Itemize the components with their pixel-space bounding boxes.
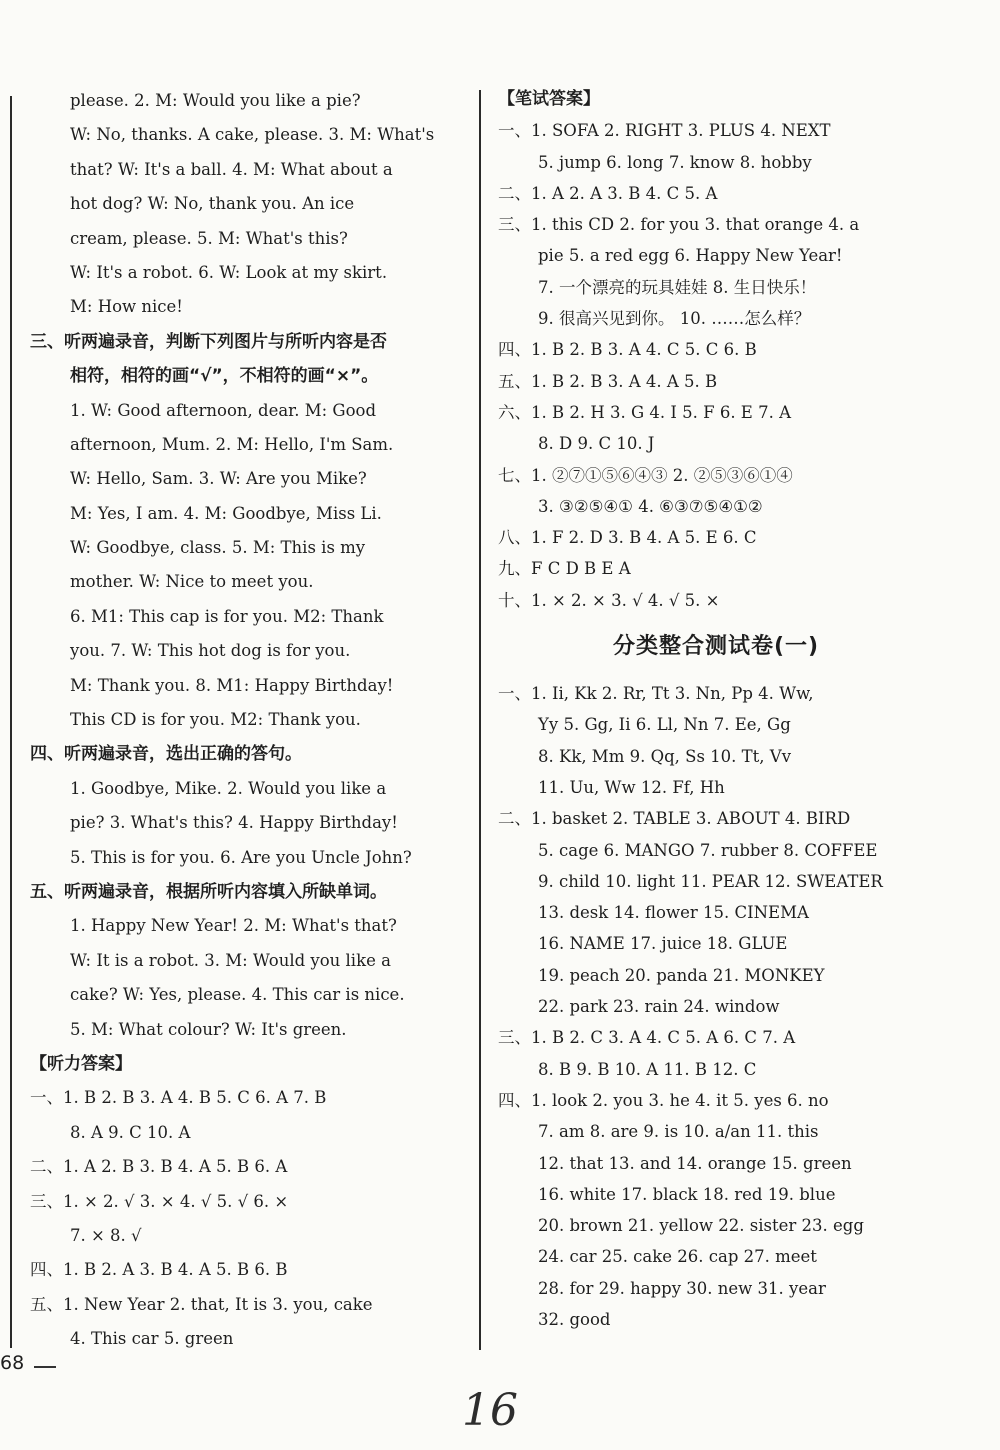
answer-line: 3. ③②⑤④① 4. ⑥③⑦⑤④①② xyxy=(538,496,763,516)
answer-line: 四、1. B 2. B 3. A 4. C 5. C 6. B xyxy=(498,340,757,360)
left-margin-rule xyxy=(10,96,12,1348)
answer-line: 11. Uu, Ww 12. Ff, Hh xyxy=(538,777,725,797)
answer-line: 24. car 25. cake 26. cap 27. meet xyxy=(538,1247,817,1267)
classified-test-answers-block xyxy=(498,678,934,1335)
answer-line: M: Thank you. 8. M1: Happy Birthday! xyxy=(70,675,394,695)
answer-line: 1. Goodbye, Mike. 2. Would you like a xyxy=(70,778,387,798)
answer-line: W: It is a robot. 3. M: Would you like a xyxy=(70,950,391,970)
answer-line: 28. for 29. happy 30. new 31. year xyxy=(538,1278,826,1298)
answer-line: 相符，相符的画“√”，不相符的画“×”。 xyxy=(70,366,379,387)
answer-line: 四、1. B 2. A 3. B 4. A 5. B 6. B xyxy=(30,1260,288,1280)
answer-line: W: No, thanks. A cake, please. 3. M: What's xyxy=(70,125,435,145)
answer-line: pie? 3. What's this? 4. Happy Birthday! xyxy=(70,813,398,833)
answer-line: please. 2. M: Would you like a pie? xyxy=(70,91,361,110)
answer-line: 一、1. B 2. B 3. A 4. B 5. C 6. A 7. B xyxy=(30,1088,327,1108)
answer-line: 5. M: What colour? W: It's green. xyxy=(70,1019,347,1039)
answer-line: mother. W: Nice to meet you. xyxy=(70,572,314,592)
answer-line: 三、听两遍录音，判断下列图片与所听内容是否 xyxy=(30,331,387,352)
answer-line: cream, please. 5. M: What's this? xyxy=(70,228,348,248)
handwritten-number: 16 xyxy=(462,1385,518,1436)
page-number-dash xyxy=(34,1366,56,1368)
answer-line: 九、F C D B E A xyxy=(498,559,631,579)
answer-line: 13. desk 14. flower 15. CINEMA xyxy=(538,903,809,923)
answer-line: 8. D 9. C 10. J xyxy=(538,434,655,454)
answer-line: 8. A 9. C 10. A xyxy=(70,1122,191,1142)
written-answers-block xyxy=(498,84,934,616)
answer-line: 16. white 17. black 18. red 19. blue xyxy=(538,1184,836,1204)
answer-line: pie 5. a red egg 6. Happy New Year! xyxy=(538,246,843,266)
answer-line: 19. peach 20. panda 21. MONKEY xyxy=(538,965,825,985)
answer-line: 7. 一个漂亮的玩具娃娃 8. 生日快乐！ xyxy=(538,277,817,297)
answer-line: you. 7. W: This hot dog is for you. xyxy=(70,641,351,661)
answer-line: 4. This car 5. green xyxy=(70,1329,234,1349)
answer-line: M: How nice! xyxy=(70,297,183,317)
answer-line: hot dog? W: No, thank you. An ice xyxy=(70,194,355,214)
answer-line: 12. that 13. and 14. orange 15. green xyxy=(538,1153,852,1173)
answer-line: 16. NAME 17. juice 18. GLUE xyxy=(538,934,788,954)
answer-line: 六、1. B 2. H 3. G 4. I 5. F 6. E 7. A xyxy=(498,402,792,422)
answer-line: 五、1. B 2. B 3. A 4. A 5. B xyxy=(498,371,718,391)
left-column xyxy=(30,84,462,1356)
answer-line: 20. brown 21. yellow 22. sister 23. egg xyxy=(538,1216,864,1236)
answer-line: M: Yes, I am. 4. M: Goodbye, Miss Li. xyxy=(70,503,382,523)
answer-line: 8. B 9. B 10. A 11. B 12. C xyxy=(538,1059,757,1079)
answer-line: 十、1. × 2. × 3. √ 4. √ 5. × xyxy=(498,590,720,610)
answer-line: Yy 5. Gg, Ii 6. Ll, Nn 7. Ee, Gg xyxy=(538,715,791,735)
answer-line: 三、1. × 2. √ 3. × 4. √ 5. √ 6. × xyxy=(30,1191,289,1211)
answer-line: that? W: It's a ball. 4. M: What about a xyxy=(70,159,393,179)
answer-line: cake? W: Yes, please. 4. This car is nice. xyxy=(70,985,405,1005)
answer-line: W: It's a robot. 6. W: Look at my skirt. xyxy=(70,262,388,282)
answer-line: 二、1. A 2. A 3. B 4. C 5. A xyxy=(498,183,718,203)
answer-line: 二、1. basket 2. TABLE 3. ABOUT 4. BIRD xyxy=(498,809,851,829)
answer-line: 四、听两遍录音，选出正确的答句。 xyxy=(30,744,302,765)
answer-line: 一、1. Ii, Kk 2. Rr, Tt 3. Nn, Pp 4. Ww, xyxy=(498,684,814,704)
answer-line: 22. park 23. rain 24. window xyxy=(538,997,780,1017)
answer-line: 五、听两遍录音，根据所听内容填入所缺单词。 xyxy=(30,881,387,902)
answer-line: This CD is for you. M2: Thank you. xyxy=(70,710,361,730)
answer-line: 7. am 8. are 9. is 10. a/an 11. this xyxy=(538,1122,819,1142)
right-column xyxy=(498,84,934,1335)
answer-line: 一、1. SOFA 2. RIGHT 3. PLUS 4. NEXT xyxy=(498,121,831,141)
answer-line: afternoon, Mum. 2. M: Hello, I'm Sam. xyxy=(70,434,394,454)
answer-line: 【听力答案】 xyxy=(30,1053,132,1074)
section-title: 分类整合测试卷(一) xyxy=(612,634,820,660)
answer-line: 5. cage 6. MANGO 7. rubber 8. COFFEE xyxy=(538,840,878,860)
answer-line: 三、1. this CD 2. for you 3. that orange 4. a xyxy=(498,215,860,235)
answer-line: 1. W: Good afternoon, dear. M: Good xyxy=(70,400,377,420)
answer-line: 8. Kk, Mm 9. Qq, Ss 10. Tt, Vv xyxy=(538,746,792,766)
answer-line: 5. jump 6. long 7. know 8. hobby xyxy=(538,152,812,172)
answer-line: 【笔试答案】 xyxy=(498,89,600,109)
answer-line: W: Goodbye, class. 5. M: This is my xyxy=(70,538,366,558)
answer-line: 32. good xyxy=(538,1309,611,1329)
answer-line: 二、1. A 2. B 3. B 4. A 5. B 6. A xyxy=(30,1157,288,1177)
page-number: 68 xyxy=(0,1352,25,1374)
answer-line: 5. This is for you. 6. Are you Uncle John? xyxy=(70,847,412,867)
answer-line: 1. Happy New Year! 2. M: What's that? xyxy=(70,916,397,936)
answer-line: 9. 很高兴见到你。 10. ……怎么样？ xyxy=(538,309,811,329)
answer-line: W: Hello, Sam. 3. W: Are you Mike? xyxy=(70,469,367,489)
answer-line: 7. × 8. √ xyxy=(70,1225,142,1245)
column-divider xyxy=(479,90,481,1350)
answer-line: 五、1. New Year 2. that, It is 3. you, cake xyxy=(30,1294,373,1314)
answer-line: 四、1. look 2. you 3. he 4. it 5. yes 6. no xyxy=(498,1090,829,1110)
answer-line: 三、1. B 2. C 3. A 4. C 5. A 6. C 7. A xyxy=(498,1028,796,1048)
answer-line: 6. M1: This cap is for you. M2: Thank xyxy=(70,606,384,626)
answer-line: 八、1. F 2. D 3. B 4. A 5. E 6. C xyxy=(498,528,757,548)
answer-line: 9. child 10. light 11. PEAR 12. SWEATER xyxy=(538,871,883,891)
answer-line: 七、1. ②⑦①⑤⑥④③ 2. ②⑤③⑥①④ xyxy=(498,465,793,485)
